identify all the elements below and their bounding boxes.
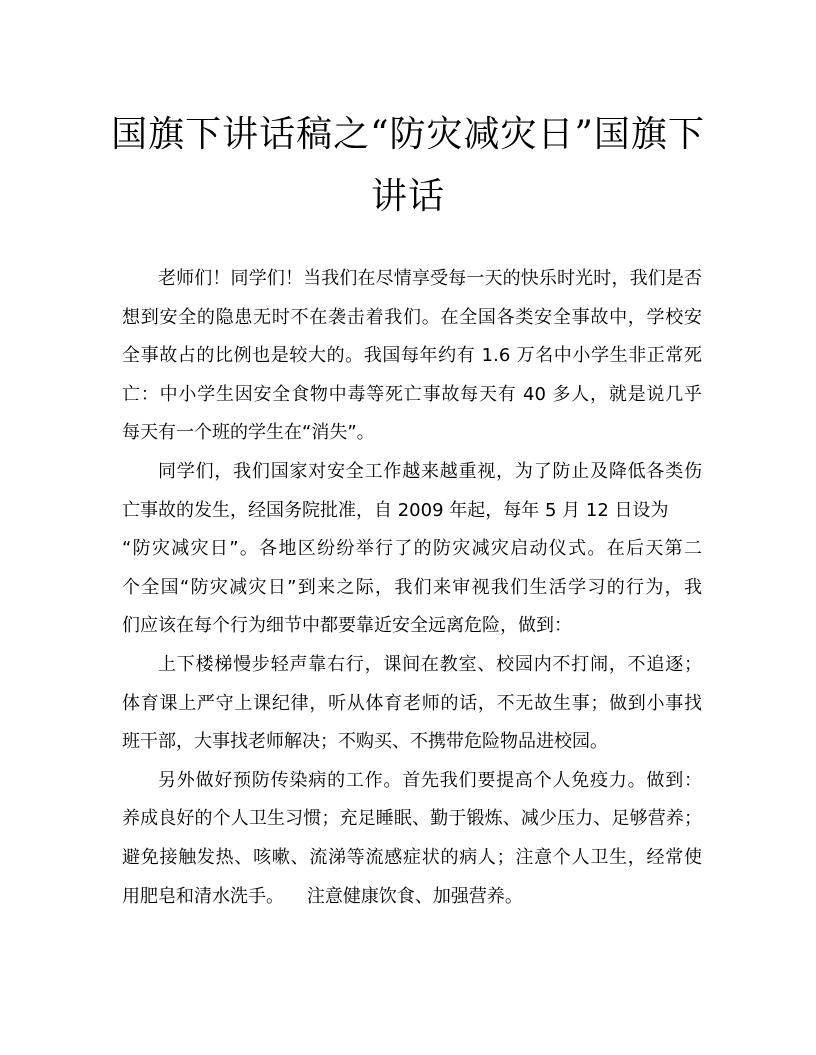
paragraph-line: 想到安全的隐患无时不在袭击着我们。在全国各类安全事故中，学校安 [122,306,702,328]
paragraph-line: 全事故占的比例也是较大的。我国每年约有 1.6 万名中小学生非正常死 [122,345,702,367]
title-line-2: 讲话 [370,176,445,217]
paragraph-line: 另外做好预防传染病的工作。首先我们要提高个人免疫力。做到： [158,769,702,791]
title-line-1: 国旗下讲话稿之“防灾减灾日”国旗下 [111,114,705,155]
paragraph-1 [122,260,702,453]
paragraph-line: 们应该在每个行为细节中都要靠近安全远离危险，做到： [122,615,572,637]
paragraph-4 [122,762,702,916]
paragraph-2 [122,453,702,646]
paragraph-line: 每天有一个班的学生在“消失”。 [122,422,375,444]
paragraph-line: “防灾减灾日”。各地区纷纷举行了的防灾减灾启动仪式。在后天第二 [122,538,702,560]
paragraph-line: 亡：中小学生因安全食物中毒等死亡事故每天有 40 多人，就是说几乎 [122,383,702,405]
paragraph-line: 班干部，大事找老师解决；不购买、不携带危险物品进校园。 [122,731,608,753]
paragraph-line: 避免接触发热、咳嗽、流涕等流感症状的病人；注意个人卫生，经常使 [122,846,702,868]
paragraph-line: 体育课上严守上课纪律，听从体育老师的话，不无故生事；做到小事找 [122,692,702,714]
paragraph-line: 亡事故的发生，经国务院批准，自 2009 年起，每年 5 月 12 日设为 [122,499,669,521]
paragraph-line: 用肥皂和清水洗手。 注意健康饮食、加强营养。 [122,885,523,907]
paragraph-3 [122,646,702,762]
document-title [110,104,706,228]
paragraph-line: 个全国“防灾减灾日”到来之际，我们来审视我们生活学习的行为，我 [122,576,702,598]
paragraph-line: 养成良好的个人卫生习惯；充足睡眠、勤于锻炼、减少压力、足够营养； [122,808,702,830]
paragraph-line: 老师们！同学们！当我们在尽情享受每一天的快乐时光时，我们是否 [158,268,702,289]
paragraph-line: 同学们，我们国家对安全工作越来越重视，为了防止及降低各类伤 [158,460,702,482]
document-body [122,260,702,916]
paragraph-line: 上下楼梯慢步轻声靠右行，课间在教室、校园内不打闹，不追逐； [158,653,702,675]
